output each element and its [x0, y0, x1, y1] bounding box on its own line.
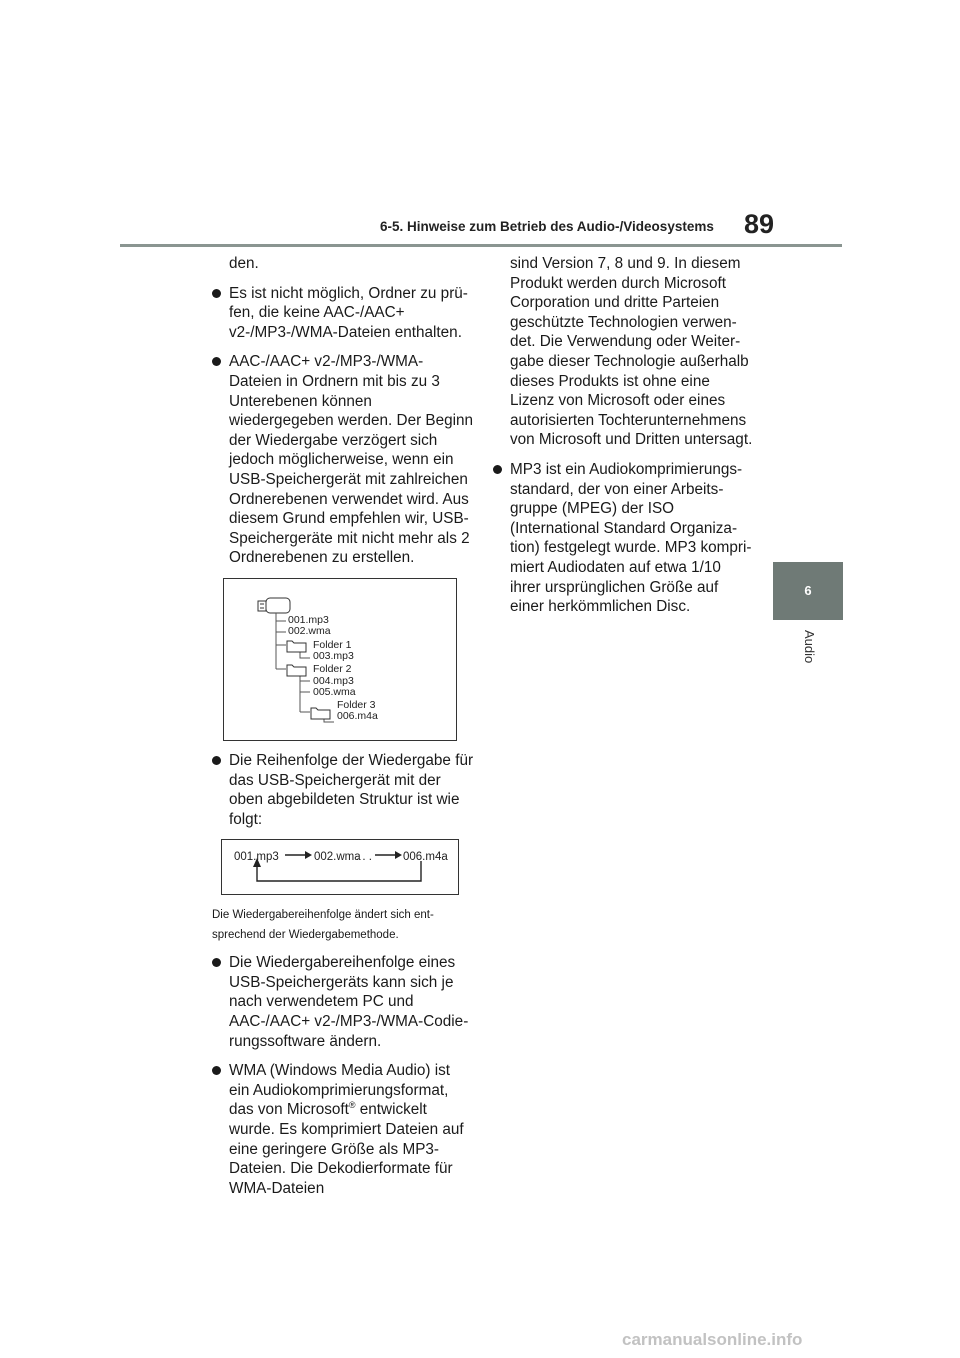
wma-text-start: WMA (Windows Media Audio) ist ein Audiokomprimierungsformat, das von Microsoft	[229, 1062, 451, 1119]
bullet-dot-icon	[212, 958, 221, 967]
file-label: 001.mp3	[288, 613, 329, 626]
bullet-text	[229, 1062, 464, 1197]
folder-tree-figure	[223, 578, 457, 741]
order-item-last: 006.m4a	[403, 851, 448, 864]
page-number: 89	[744, 209, 775, 239]
bullet-item	[212, 352, 474, 568]
registered-mark: ®	[348, 1100, 356, 1111]
bullet-text: Die Reihenfolge der Wiedergabe für das USB-Speichergerät mit der oben abgebildeten Struktur ist wie folgt:	[229, 751, 474, 828]
left-column	[212, 254, 474, 1208]
watermark: carmanualsonline.info	[622, 1330, 803, 1349]
chapter-label: Audio	[802, 630, 817, 664]
order-ellipsis: . . .	[356, 851, 372, 864]
file-label: 004.mp3	[313, 674, 354, 687]
folder-icon	[287, 665, 306, 676]
folder-icon	[311, 708, 330, 719]
folder-label: Folder 3	[337, 698, 376, 711]
order-item-first: 001.mp3	[234, 851, 279, 864]
bullet-text: AAC-/AAC+ v2-/MP3-/WMA-Dateien in Ordnern mit bis zu 3 Unterebenen können wiedergegeben werden. Der Beginn der Wiedergabe verzögert sich jedoch möglicherweise, wenn ein USB-Speichergerät mit zahlreichen Ordnerebenen verwendet wird. Aus diesem Grund empfehlen wir, USB-Speichergeräte mit nicht mehr als 2 Ordnerebenen zu erstellen.	[229, 353, 474, 567]
chapter-tab	[773, 562, 843, 620]
folder-icon	[287, 641, 306, 652]
file-label: 006.m4a	[337, 709, 378, 722]
chapter-number: 6	[804, 583, 812, 598]
file-label: 005.wma	[313, 685, 356, 698]
bullet-item	[212, 284, 474, 343]
wma-text-end: entwickelt wurde. Es komprimiert Dateien auf eine geringere Größe als MP3-Dateien. Die Dekodierformate für WMA-Dateien	[229, 1101, 464, 1197]
bullet-text: Die Wiedergabereihenfolge eines USB-Speichergeräts kann sich je nach verwendetem PC und AAC-/AAC+ v2-/MP3-/WMA-Codierungssoftware ändern.	[229, 954, 469, 1050]
bullet-item	[493, 460, 755, 617]
folder-label: Folder 2	[313, 662, 352, 675]
bullet-item	[212, 953, 474, 1051]
bullet-dot-icon	[212, 756, 221, 765]
bullet-item	[212, 1061, 474, 1198]
file-label: 003.mp3	[313, 649, 354, 662]
bullet-item	[212, 751, 474, 829]
bullet-dot-icon	[493, 465, 502, 474]
bullet-dot-icon	[212, 357, 221, 366]
bullet-dot-icon	[212, 289, 221, 298]
figure-caption: Die Wiedergabereihenfolge ändert sich entsprechend der Wiedergabemethode.	[212, 909, 434, 942]
bullet-text: MP3 ist ein Audiokomprimierungsstandard, der von einer Arbeitsgruppe (MPEG) der ISO (International Standard Organization) festgelegt wurde. MP3 komprimiert Audiodaten auf etwa 1/10 ihrer ursprünglichen Größe auf einer herkömmlichen Disc.	[510, 460, 752, 616]
right-column	[493, 254, 755, 627]
arrow-right-icon	[305, 851, 312, 859]
continuation-text: den.	[229, 255, 259, 272]
continuation-text: sind Version 7, 8 und 9. In diesem Produkt werden durch Microsoft Corporation und dritte Parteien geschützte Technologien verwendet. Die Verwendung oder Weitergabe dieser Technologie außerhalb dieses Produkts ist ohne eine Lizenz von Microsoft oder eines autorisierten Tochterunternehmens von Microsoft und Dritten untersagt.	[510, 255, 753, 449]
folder-label: Folder 1	[313, 638, 352, 651]
playback-order-figure	[221, 839, 459, 895]
bullet-dot-icon	[212, 1066, 221, 1075]
order-item-second: 002.wma	[314, 851, 361, 864]
section-title: 6-5. Hinweise zum Betrieb des Audio-/Videosystems	[380, 219, 714, 234]
arrow-right-icon	[395, 851, 402, 859]
usb-drive-icon	[258, 598, 290, 613]
file-label: 002.wma	[288, 624, 331, 637]
header-rule	[120, 244, 842, 247]
bullet-text: Es ist nicht möglich, Ordner zu prüfen, die keine AAC-/AAC+ v2-/MP3-/WMA-Dateien enthalten.	[229, 284, 468, 341]
